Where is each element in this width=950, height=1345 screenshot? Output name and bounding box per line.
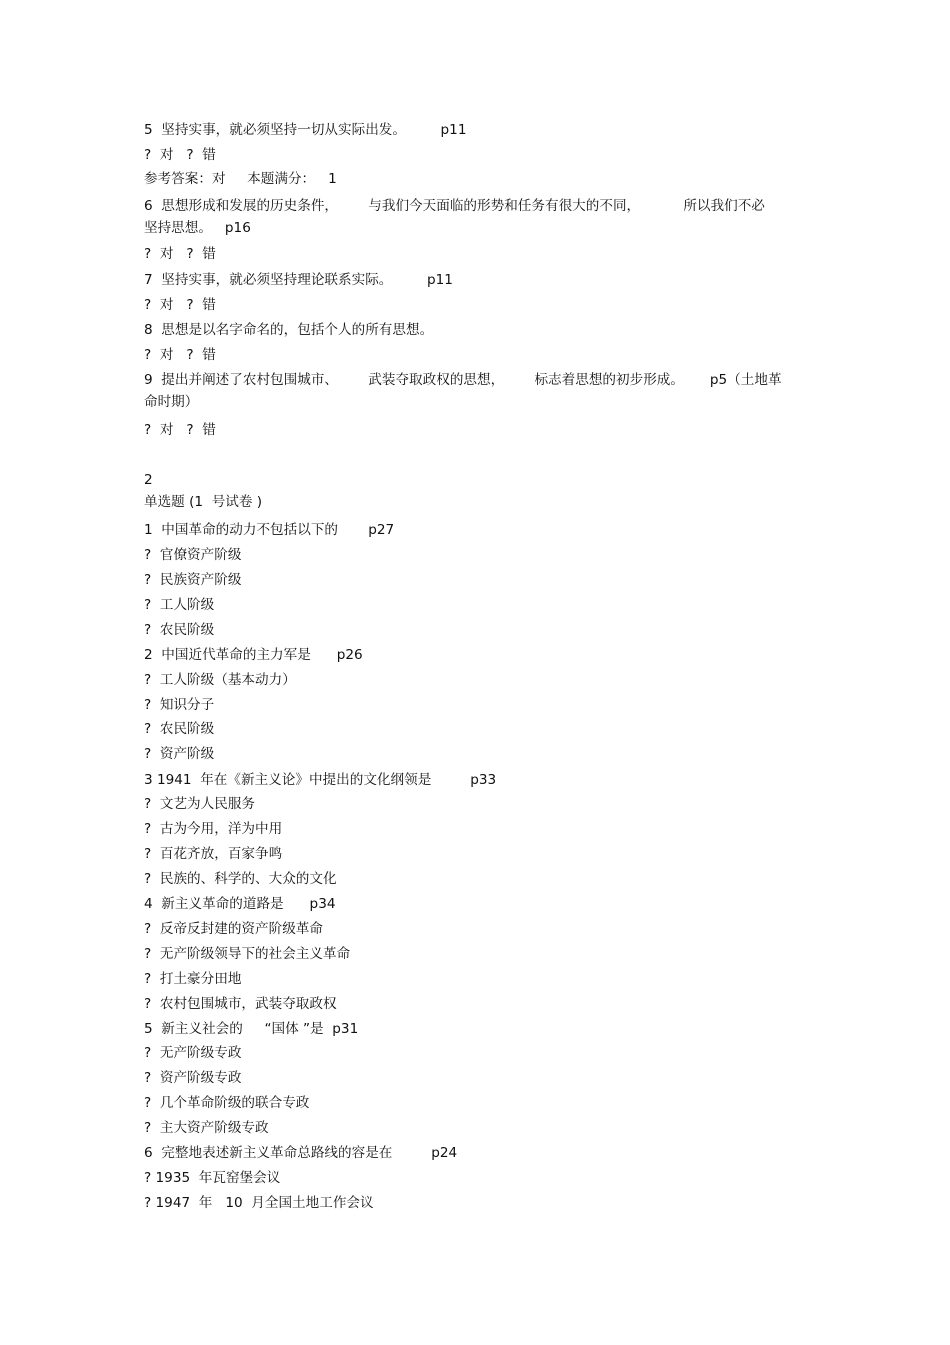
section-title: 单选题 (1 号试卷 ) [144, 494, 263, 510]
question-8-options: ? 对 ? 错 [144, 347, 216, 363]
mc-question-5: 5 新主义社会的 “国体 ”是 p31 [144, 1021, 359, 1037]
reference-answer: 参考答案：对 本题满分： 1 [144, 171, 337, 187]
question-6-text-cont: 坚持思想。 p16 [144, 220, 251, 236]
section-number: 2 [144, 472, 153, 488]
question-6-options: ? 对 ? 错 [144, 246, 216, 262]
mc-option: ? 无产阶级专政 [144, 1045, 242, 1061]
mc-option: ? 主大资产阶级专政 [144, 1120, 269, 1136]
mc-option: ? 民族资产阶级 [144, 572, 242, 588]
question-7-options: ? 对 ? 错 [144, 297, 216, 313]
mc-option: ? 无产阶级领导下的社会主义革命 [144, 946, 351, 962]
mc-option: ? 资产阶级 [144, 746, 215, 762]
mc-option: ? 文艺为人民服务 [144, 796, 256, 812]
mc-option: ? 1935 年瓦窑堡会议 [144, 1170, 281, 1186]
mc-option: ? 反帝反封建的资产阶级革命 [144, 921, 323, 937]
mc-option: ? 工人阶级（基本动力） [144, 672, 296, 688]
mc-question-2: 2 中国近代革命的主力军是 p26 [144, 647, 363, 663]
question-7-text: 7 坚持实事，就必须坚持理论联系实际。 p11 [144, 272, 453, 288]
mc-option: ? 几个革命阶级的联合专政 [144, 1095, 310, 1111]
mc-option: ? 官僚资产阶级 [144, 547, 242, 563]
question-9-text-cont: 命时期） [144, 394, 199, 410]
question-8-text: 8 思想是以名字命名的，包括个人的所有思想。 [144, 322, 434, 338]
mc-option: ? 打土豪分田地 [144, 971, 242, 987]
mc-option: ? 农民阶级 [144, 622, 215, 638]
mc-option: ? 资产阶级专政 [144, 1070, 242, 1086]
question-9-text: 9 提出并阐述了农村包围城市、 武装夺取政权的思想， 标志着思想的初步形成。 p5（土地革 [144, 372, 782, 388]
mc-option: ? 民族的、科学的、大众的文化 [144, 871, 337, 887]
mc-question-1: 1 中国革命的动力不包括以下的 p27 [144, 522, 395, 538]
question-5-options: ? 对 ? 错 [144, 147, 216, 163]
mc-option: ? 古为今用，洋为中用 [144, 821, 283, 837]
mc-question-3: 3 1941 年在《新主义论》中提出的文化纲领是 p33 [144, 772, 497, 788]
mc-question-6: 6 完整地表述新主义革命总路线的容是在 p24 [144, 1145, 458, 1161]
mc-option: ? 知识分子 [144, 697, 215, 713]
mc-option: ? 农民阶级 [144, 721, 215, 737]
question-5-text: 5 坚持实事，就必须坚持一切从实际出发。 p11 [144, 122, 467, 138]
mc-option: ? 工人阶级 [144, 597, 215, 613]
question-9-options: ? 对 ? 错 [144, 422, 216, 438]
mc-option: ? 百花齐放，百家争鸣 [144, 846, 283, 862]
question-6-text: 6 思想形成和发展的历史条件， 与我们今天面临的形势和任务有很大的不同， 所以我们不必 [144, 198, 765, 214]
mc-question-4: 4 新主义革命的道路是 p34 [144, 896, 336, 912]
mc-option: ? 1947 年 10 月全国土地工作会议 [144, 1195, 374, 1211]
mc-option: ? 农村包围城市，武装夺取政权 [144, 996, 337, 1012]
